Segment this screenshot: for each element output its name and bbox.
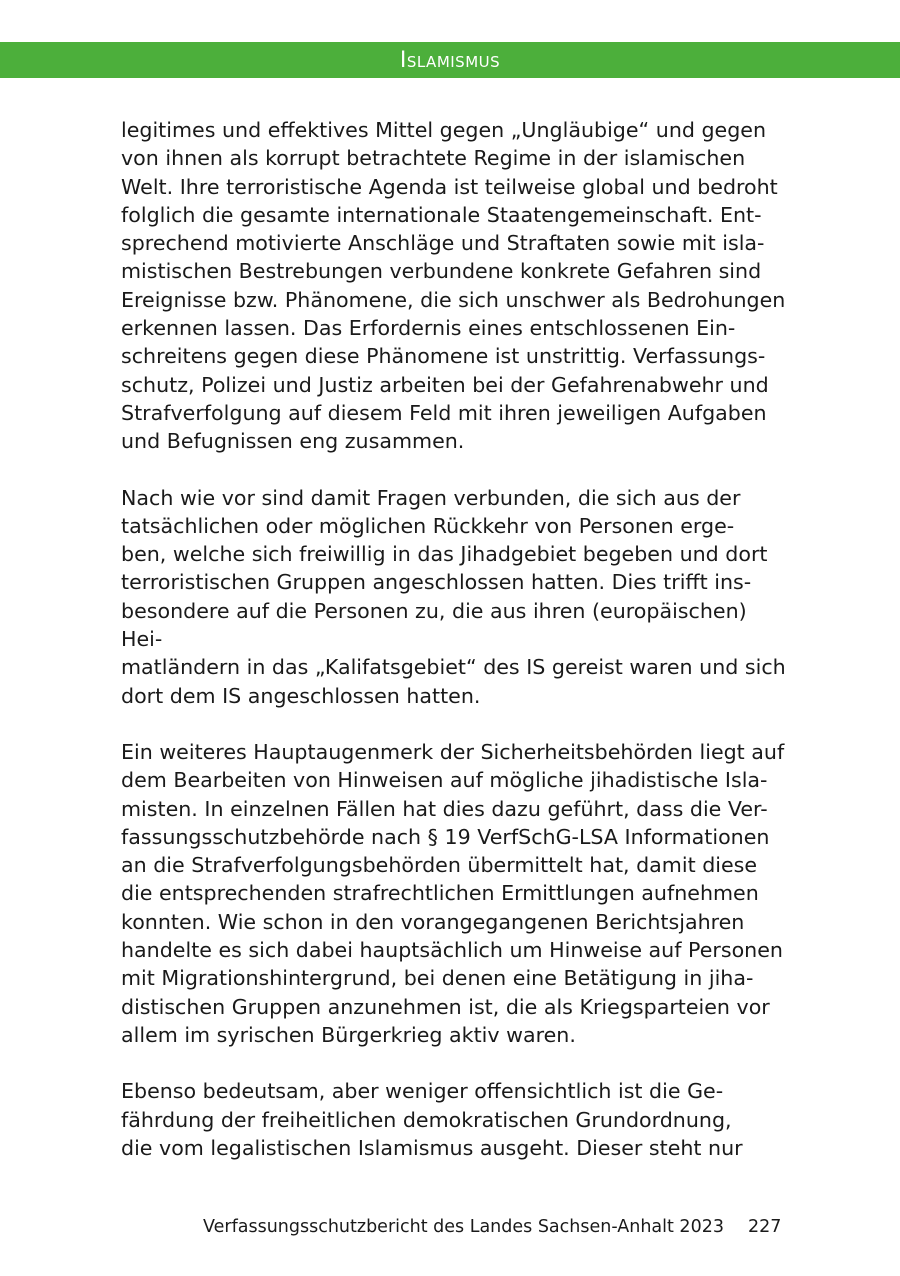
section-title: Islamismus	[399, 48, 501, 73]
page-number: 227	[748, 1217, 782, 1237]
page-footer	[0, 1212, 900, 1242]
footer-report-title: Verfassungsschutzbericht des Landes Sachsen-Anhalt 2023	[203, 1217, 724, 1237]
paragraph-4: Ebenso bedeutsam, aber weniger offensichtlich ist die Ge- fährdung der freiheitlichen demokratischen Grundordnung, die vom legalistischen Islamismus ausgeht. Dieser steht nur	[121, 1079, 743, 1160]
paragraph-3: Ein weiteres Hauptaugenmerk der Sicherheitsbehörden liegt auf dem Bearbeiten von Hinweisen auf mögliche jihadistische Isla- misten. In einzelnen Fällen hat dies dazu geführt, dass die Ver- fassungsschutzbehörde nach § 19 VerfSchG-LSA Informationen an die Strafverfolgungsbehörden übermittelt hat, damit diese die entsprechenden strafrechtlichen Ermittlungen aufnehmen konnten. Wie schon in den vorangegangenen Berichtsjahren handelte es sich dabei hauptsächlich um Hinweise auf Personen mit Migrationshintergrund, bei denen eine Betätigung in jiha- distischen Gruppen anzunehmen ist, die als Kriegsparteien vor allem im syrischen Bürgerkrieg aktiv waren.	[121, 739, 785, 1047]
body-text	[121, 116, 786, 1162]
paragraph-1: legitimes und effektives Mittel gegen „Ungläubige“ und gegen von ihnen als korrupt betrachtete Regime in der islamischen Welt. Ihre terroristische Agenda ist teilweise global und bedroht folglich die gesamte internationale Staatengemeinschaft. Ent- sprechend motivierte Anschläge und Straftaten sowie mit isla- mistischen Bestrebungen verbundene konkrete Gefahren sind Ereignisse bzw. Phänomene, die sich unschwer als Bedrohungen erkennen lassen. Das Erfordernis eines entschlossenen Ein- schreitens gegen diese Phänomene ist unstrittig. Verfassungs- schutz, Polizei und Justiz arbeiten bei der Gefahrenabwehr und Strafverfolgung auf diesem Feld mit ihren jeweiligen Aufgaben und Befugnissen eng zusammen.	[121, 118, 786, 454]
paragraph-2: Nach wie vor sind damit Fragen verbunden, die sich aus der tatsächlichen oder möglichen Rückkehr von Personen erge- ben, welche sich freiwillig in das Jihadgebiet begeben und dort terroristischen Gruppen angeschlossen hatten. Dies trifft ins- besondere auf die Personen zu, die aus ihren (europäischen) Hei- matländern in das „Kalifatsgebiet“ des IS gereist waren und sich dort dem IS angeschlossen hatten.	[121, 485, 786, 708]
